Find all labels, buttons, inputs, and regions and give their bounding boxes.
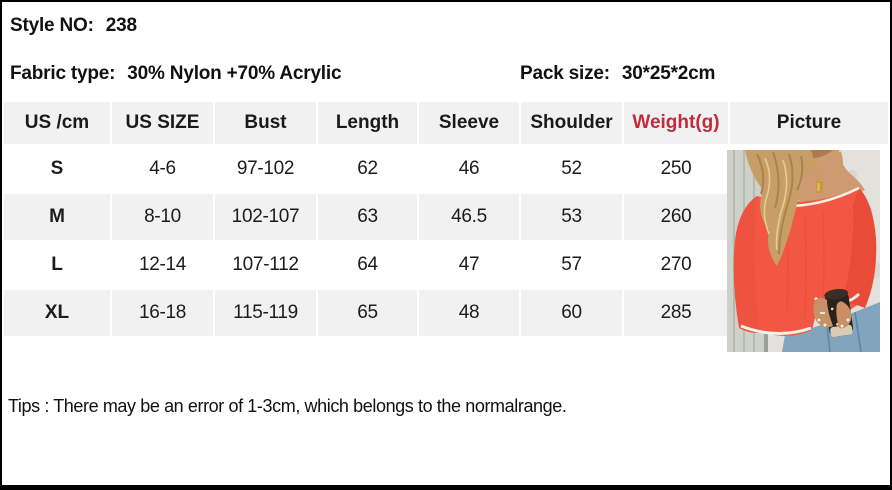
us-size-cell: 4-6 [112,146,213,192]
shoulder-cell: 52 [521,146,622,192]
us-size-cell: 12-14 [112,242,213,288]
length-cell: 62 [318,146,417,192]
shoulder-cell: 57 [521,242,622,288]
product-photo [727,150,880,352]
shoulder-cell: 60 [521,290,622,336]
sleeve-cell: 48 [419,290,519,336]
bust-cell: 97-102 [215,146,316,192]
column-header-sleeve: Sleeve [419,102,519,144]
sleeve-cell: 46 [419,146,519,192]
pack-size-label: Pack size: [520,63,610,84]
style-number-value: 238 [105,15,137,36]
size-cell: S [4,146,110,192]
column-header-bust: Bust [215,102,316,144]
us-size-cell: 8-10 [112,194,213,240]
bust-cell: 102-107 [215,194,316,240]
size-cell: M [4,194,110,240]
us-size-cell: 16-18 [112,290,213,336]
weight-cell: 250 [624,146,728,192]
length-cell: 64 [318,242,417,288]
sleeve-cell: 47 [419,242,519,288]
sleeve-cell: 46.5 [419,194,519,240]
size-cell: XL [4,290,110,336]
shoulder-cell: 53 [521,194,622,240]
column-header-us-size: US SIZE [112,102,213,144]
length-cell: 63 [318,194,417,240]
fabric-type-line [10,63,341,85]
pack-size-value: 30*25*2cm [621,63,716,84]
weight-cell: 260 [624,194,728,240]
weight-cell: 285 [624,290,728,336]
bust-cell: 107-112 [215,242,316,288]
style-number-label: Style NO: [10,15,94,36]
bust-cell: 115-119 [215,290,316,336]
column-header-length: Length [318,102,417,144]
fabric-type-label: Fabric type: [10,63,116,84]
size-cell: L [4,242,110,288]
column-header-picture: Picture [730,102,888,144]
column-header-us-cm: US /cm [4,102,110,144]
column-header-shoulder: Shoulder [521,102,622,144]
tips-note: Tips : There may be an error of 1-3cm, which belongs to the normalrange. [8,396,567,416]
column-header-weight: Weight(g) [624,102,728,144]
fabric-type-value: 30% Nylon +70% Acrylic [127,63,342,84]
table-header-row [4,102,888,144]
length-cell: 65 [318,290,417,336]
pack-size-line [520,63,715,85]
style-number-line [10,15,137,37]
weight-cell: 270 [624,242,728,288]
